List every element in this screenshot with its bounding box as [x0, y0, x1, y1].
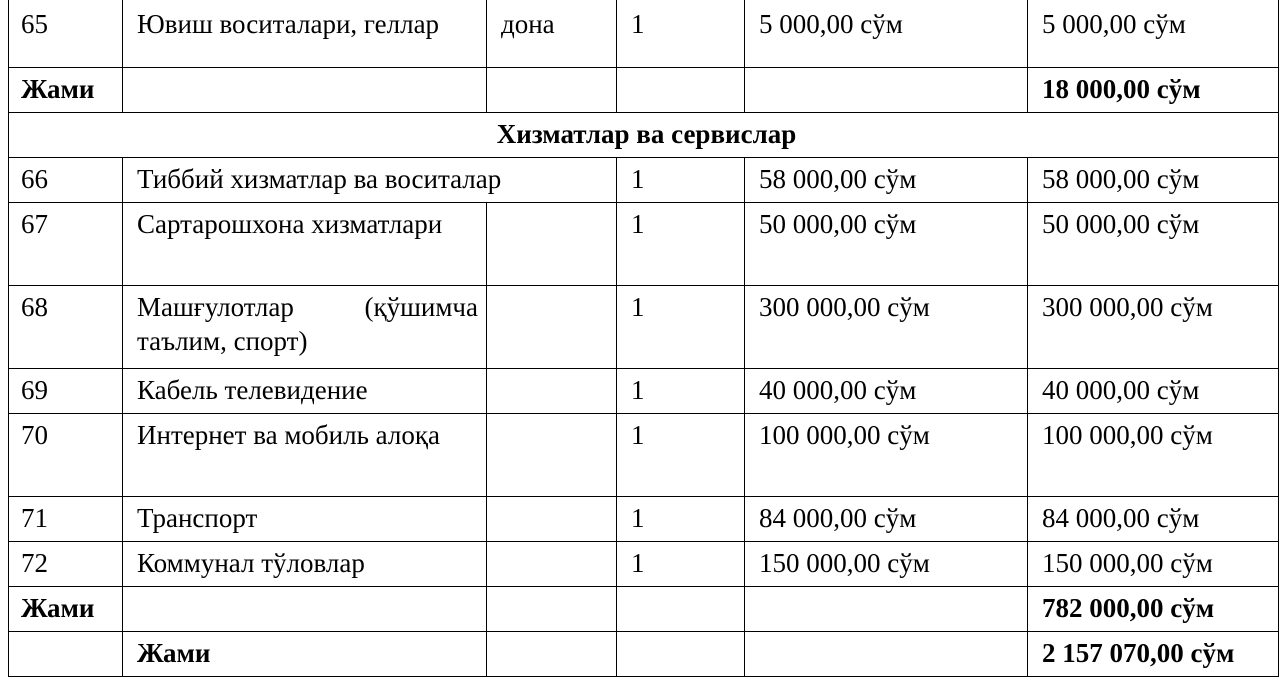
- table-row: [9, 158, 1279, 203]
- item-quantity: 1: [617, 542, 745, 587]
- item-total: 300 000,00 сўм: [1028, 286, 1279, 369]
- row-number: 71: [9, 497, 123, 542]
- item-price: 100 000,00 сўм: [745, 414, 1028, 497]
- item-name: Машғулотлар (қўшимча таълим, спорт): [123, 286, 487, 369]
- item-quantity: 1: [617, 203, 745, 286]
- item-total: 58 000,00 сўм: [1028, 158, 1279, 203]
- item-price: 150 000,00 сўм: [745, 542, 1028, 587]
- item-name: Интернет ва мобиль алоқа: [123, 414, 487, 497]
- item-name: Тиббий хизматлар ва воситалар: [123, 158, 617, 203]
- item-name: Транспорт: [123, 497, 487, 542]
- table-row: [9, 203, 1279, 286]
- item-price: 58 000,00 сўм: [745, 158, 1028, 203]
- row-number: 68: [9, 286, 123, 369]
- table-row: [9, 369, 1279, 414]
- row-number: 67: [9, 203, 123, 286]
- item-unit: [487, 286, 617, 369]
- item-unit: [487, 369, 617, 414]
- row-number: 69: [9, 369, 123, 414]
- item-unit: [487, 203, 617, 286]
- item-quantity: 1: [617, 369, 745, 414]
- subtotal-row: [9, 587, 1279, 632]
- table-row: [9, 286, 1279, 369]
- item-quantity: 1: [617, 414, 745, 497]
- subtotal-label: Жами: [9, 587, 123, 632]
- subtotal-value: 782 000,00 сўм: [1028, 587, 1279, 632]
- item-total: 84 000,00 сўм: [1028, 497, 1279, 542]
- row-number: 65: [9, 0, 123, 68]
- item-name: Кабель телевидение: [123, 369, 487, 414]
- item-quantity: 1: [617, 497, 745, 542]
- budget-table: [8, 0, 1279, 677]
- table-row: [9, 414, 1279, 497]
- item-name: Коммунал тўловлар: [123, 542, 487, 587]
- item-total: 150 000,00 сўм: [1028, 542, 1279, 587]
- subtotal-label: Жами: [9, 68, 123, 113]
- item-quantity: 1: [617, 286, 745, 369]
- row-number: 70: [9, 414, 123, 497]
- item-name: Ювиш воситалари, геллар: [123, 0, 487, 68]
- table-row: [9, 497, 1279, 542]
- row-number: 72: [9, 542, 123, 587]
- item-unit: [487, 542, 617, 587]
- item-total: 100 000,00 сўм: [1028, 414, 1279, 497]
- item-unit: дона: [487, 0, 617, 68]
- item-unit: [487, 497, 617, 542]
- item-total: 50 000,00 сўм: [1028, 203, 1279, 286]
- item-unit: [487, 414, 617, 497]
- grand-total-label: Жами: [123, 632, 487, 677]
- table-row: [9, 542, 1279, 587]
- grand-total-value: 2 157 070,00 сўм: [1028, 632, 1279, 677]
- section-title: Хизматлар ва сервислар: [9, 113, 1279, 158]
- grand-total-row: [9, 632, 1279, 677]
- item-price: 84 000,00 сўм: [745, 497, 1028, 542]
- item-price: 5 000,00 сўм: [745, 0, 1028, 68]
- table-row: [9, 0, 1279, 68]
- item-price: 300 000,00 сўм: [745, 286, 1028, 369]
- item-price: 40 000,00 сўм: [745, 369, 1028, 414]
- item-quantity: 1: [617, 158, 745, 203]
- row-number: 66: [9, 158, 123, 203]
- item-price: 50 000,00 сўм: [745, 203, 1028, 286]
- subtotal-value: 18 000,00 сўм: [1028, 68, 1279, 113]
- subtotal-row: [9, 68, 1279, 113]
- item-total: 5 000,00 сўм: [1028, 0, 1279, 68]
- item-name: Сартарошхона хизматлари: [123, 203, 487, 286]
- section-header-row: [9, 113, 1279, 158]
- item-quantity: 1: [617, 0, 745, 68]
- item-total: 40 000,00 сўм: [1028, 369, 1279, 414]
